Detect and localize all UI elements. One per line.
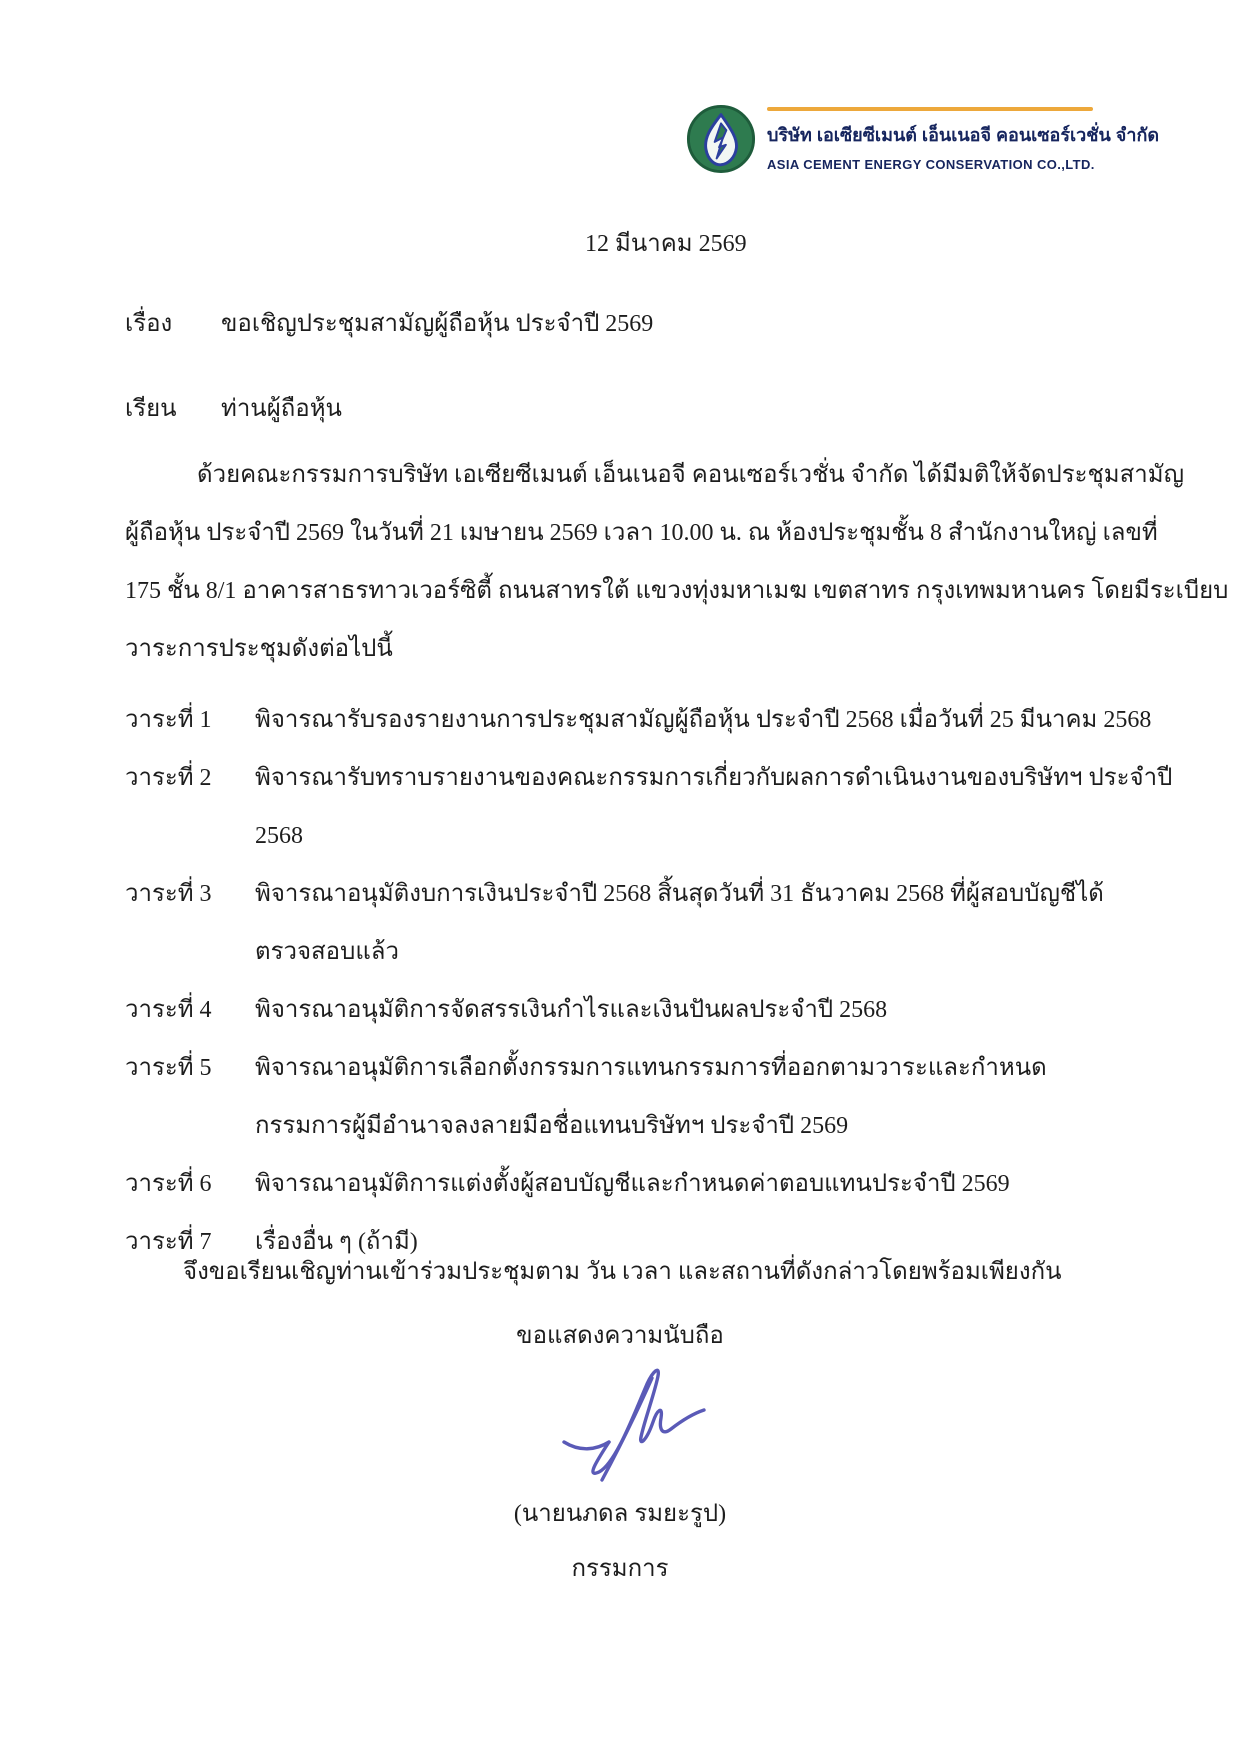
signer-name: (นายนภดล รมยะรูป)	[513, 1501, 727, 1527]
company-name-thai: บริษัท เอเซียซีเมนต์ เอ็นเนอจี คอนเซอร์เวชั่น จำกัด	[767, 125, 1160, 145]
recipient-text: ท่านผู้ถือหุ้น	[221, 396, 342, 422]
agenda-line: 2568	[255, 823, 303, 849]
agenda-line: ตรวจสอบแล้ว	[255, 939, 399, 965]
recipient-row	[125, 389, 342, 429]
company-logo-icon	[686, 104, 756, 174]
agenda-item-label: วาระที่ 2	[125, 765, 212, 791]
agenda-item-text	[255, 1155, 1135, 1213]
agenda-line: พิจารณาอนุมัติงบการเงินประจำปี 2568 สิ้นสุดวันที่ 31 ธันวาคม 2568 ที่ผู้สอบบัญชีได้	[255, 881, 1104, 907]
agenda-item-label: วาระที่ 6	[125, 1171, 212, 1197]
agenda-item-label: วาระที่ 7	[125, 1229, 212, 1255]
agenda-row	[125, 691, 1152, 749]
agenda-list	[125, 691, 1173, 1271]
closing-line: จึงขอเรียนเชิญท่านเข้าร่วมประชุมตาม วัน เวลา และสถานที่ดังกล่าวโดยพร้อมเพียงกัน	[183, 1259, 1062, 1285]
agenda-row	[125, 1155, 1135, 1213]
agenda-item-label: วาระที่ 5	[125, 1055, 212, 1081]
subject-text: ขอเชิญประชุมสามัญผู้ถือหุ้น ประจำปี 2569	[221, 311, 654, 337]
signer-title: กรรมการ	[571, 1556, 669, 1582]
company-header-text	[767, 104, 1159, 172]
body-line: วาระการประชุมดังต่อไปนี้	[125, 636, 393, 662]
agenda-line: พิจารณารับรองรายงานการประชุมสามัญผู้ถือหุ้น ประจำปี 2568 เมื่อวันที่ 25 มีนาคม 2568	[255, 707, 1152, 733]
agenda-item-text	[255, 1039, 1135, 1155]
agenda-item-text	[255, 691, 1151, 749]
agenda-line: พิจารณาอนุมัติการเลือกตั้งกรรมการแทนกรรมการที่ออกตามวาระและกำหนด	[255, 1055, 1047, 1081]
signature-scribble	[552, 1362, 722, 1490]
subject-row	[125, 304, 653, 344]
salutation: ขอแสดงความนับถือ	[516, 1323, 724, 1349]
agenda-line: กรรมการผู้มีอำนาจลงลายมือชื่อแทนบริษัทฯ ประจำปี 2569	[255, 1113, 849, 1139]
agenda-line: พิจารณาอนุมัติการแต่งตั้งผู้สอบบัญชีและกำหนดค่าตอบแทนประจำปี 2569	[255, 1171, 1010, 1197]
agenda-item-label: วาระที่ 3	[125, 881, 212, 907]
agenda-item-text	[255, 749, 1172, 865]
agenda-row	[125, 865, 1135, 981]
agenda-line: เรื่องอื่น ๆ (ถ้ามี)	[255, 1229, 418, 1255]
recipient-label: เรียน	[125, 396, 177, 422]
agenda-item-text	[255, 981, 1135, 1039]
header-rule	[767, 107, 1093, 111]
body-line: ผู้ถือหุ้น ประจำปี 2569 ในวันที่ 21 เมษายน 2569 เวลา 10.00 น. ณ ห้องประชุมชั้น 8 สำนักงานใหญ่ เลขที่	[125, 520, 1158, 546]
agenda-item-text	[255, 865, 1135, 981]
agenda-row	[125, 981, 1135, 1039]
company-name-english: ASIA CEMENT ENERGY CONSERVATION CO.,LTD.	[767, 157, 1095, 172]
agenda-row	[125, 749, 1173, 865]
subject-label: เรื่อง	[125, 311, 173, 337]
agenda-line: พิจารณารับทราบรายงานของคณะกรรมการเกี่ยวกับผลการดำเนินงานของบริษัทฯ ประจำปี	[255, 765, 1173, 791]
letter-date: 12 มีนาคม 2569	[585, 231, 747, 257]
agenda-item-label: วาระที่ 4	[125, 997, 212, 1023]
company-header	[686, 104, 1159, 174]
agenda-item-label: วาระที่ 1	[125, 707, 212, 733]
body-line: ด้วยคณะกรรมการบริษัท เอเซียซีเมนต์ เอ็นเนอจี คอนเซอร์เวชั่น จำกัด ได้มีมติให้จัดประชุมสามัญ	[197, 462, 1185, 488]
body-paragraph	[125, 446, 1229, 678]
agenda-row	[125, 1039, 1135, 1155]
body-line: 175 ชั้น 8/1 อาคารสาธรทาวเวอร์ซิตี้ ถนนสาทรใต้ แขวงทุ่งมหาเมฆ เขตสาทร กรุงเทพมหานคร โดยมีระเบียบ	[125, 578, 1229, 604]
agenda-line: พิจารณาอนุมัติการจัดสรรเงินกำไรและเงินปันผลประจำปี 2568	[255, 997, 888, 1023]
